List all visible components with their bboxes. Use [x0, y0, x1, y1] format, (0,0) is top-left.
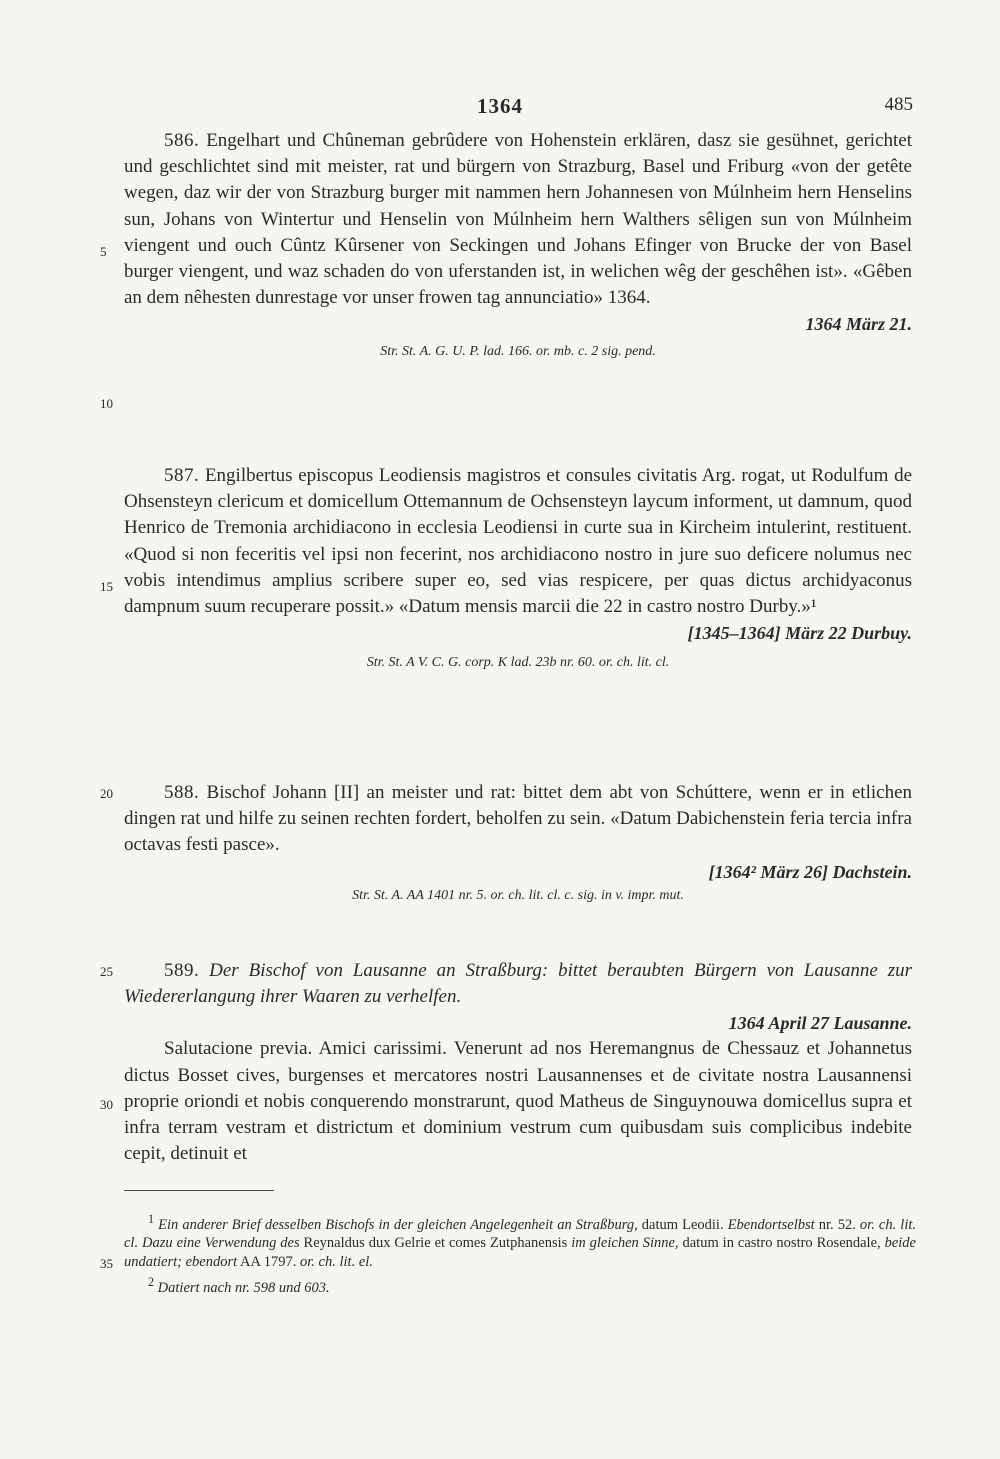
entry-body: Bischof Johann [II] an meister und rat: bittet dem abt von Schúttere, wenn er in etlichen dingen rat und hilfe zu seinen rechten fordert, beholfen zu sein. «Datum Dabichenstein feria tercia infra octavas festi pasce».	[124, 782, 913, 856]
footnote-1	[124, 1210, 916, 1271]
footnote-text: AA 1797.	[237, 1253, 301, 1270]
entry-source: Str. St. A. AA 1401 nr. 5. or. ch. lit. cl. c. sig. in v. impr. mut.	[352, 887, 684, 903]
footnote-2	[124, 1273, 916, 1297]
entry-date: [1364² März 26] Dachstein.	[708, 861, 912, 882]
entry-text	[124, 463, 912, 620]
entry-text	[124, 128, 912, 311]
footnote-text: Datiert nach nr. 598 und 603.	[157, 1280, 330, 1297]
entry-body: Engilbertus episcopus Leodiensis magistros et consules civitatis Arg. rogat, ut Rodulfum de Ohsensteyn clericum et domicellum Ottemannum de Ochsensteyn laycum informent, ut damnum, quod Henrico de Tremonia archidiacono in ecclesia Leodiensi in curte sua in Kircheim intulerint, restituent. «Quod si non feceritis vel ipsi non fecerint, nos archidiacono nostro in jure suo deficere nolumus nec vobis intendimus amplius scribere super eo, sed vias respicere, per quas dictus archidyaconus dampnum suum recuperare possit.» «Datum mensis marcii die 22 in castro nostro Durby.»¹	[124, 465, 912, 618]
entry-regest-text: Der Bischof von Lausanne an Straßburg: bittet beraubten Bürgern von Lausanne zur Wiedererlangung ihrer Waaren zu verhelfen.	[124, 960, 912, 1008]
line-number: 25	[100, 964, 113, 979]
footnote-mark: 2	[148, 1275, 155, 1290]
entry-date: [1345–1364] März 22 Durbuy.	[687, 623, 912, 644]
entry-text	[124, 780, 912, 859]
footnote-text: beide undatiert; ebendort	[124, 1235, 916, 1270]
entry-date: 1364 April 27 Lausanne.	[728, 1013, 912, 1034]
entry-body: Salutacione previa. Amici carissimi. Venerunt ad nos Heremangnus de Chessauz et Johannetus dictus Bosset cives, burgenses et mercatores nostri Lausannenses et de civitate nostra Lausannensi proprie oriondi et nobis conquerendo monstrarunt, quod Matheus de Singuynouwa domicellus supra et infra terram vestram et districtum et dominium vestrum cum quibusdam suis complicibus indebite cepit, detinuit et	[124, 1038, 912, 1165]
line-number: 20	[100, 786, 113, 801]
footnotes	[124, 1210, 916, 1298]
entry-source: Str. St. A. G. U. P. lad. 166. or. mb. c. 2 sig. pend.	[380, 344, 656, 360]
entry-regest	[124, 958, 912, 1010]
entry-body: Engelhart und Chûneman gebrûdere von Hohenstein erklären, dasz sie gesühnet, gerichtet und geschlichtet sind mit meister, rat und bürgern von Strazburg, Basel und Friburg «von der getête wegen, daz wir der von Strazburg burger mit nammen hern Johannesen von Múlnheim hern Henselins sun, Johans von Wintertur und Henselin von Múlnheim hern Walthers sêligen sun von Múlnheim viengent und ouch Cûntz Kûrsener von Seckingen und Johans Efinger von Brucke der von Basel burger viengent, und waz schaden do von uferstanden ist, in welichen wêg der geschêhen ist». «Gêben an dem nêhesten dunrestage vor unser frowen tag annunciatio» 1364.	[124, 130, 912, 309]
footnote-mark: 1	[148, 1212, 155, 1226]
footnote-text: Ein anderer Brief desselben Bischofs in der gleichen Angelegenheit an Straßburg,	[158, 1216, 638, 1233]
line-number: 5	[100, 244, 107, 259]
footnote-text: Ebendortselbst	[727, 1216, 815, 1233]
footnote-text: Reynaldus dux Gelrie et comes Zutphanensis	[299, 1235, 572, 1252]
entry-number: 589.	[164, 960, 200, 981]
entry-source: Str. St. A V. C. G. corp. K lad. 23b nr. 60. or. ch. lit. cl.	[366, 655, 670, 671]
entry-589	[124, 958, 912, 1167]
entry-number: 588.	[164, 782, 200, 803]
entry-date: 1364 März 21.	[805, 314, 912, 335]
entry-number: 587.	[164, 465, 200, 486]
footnote-text: or. ch. lit. cl. Dazu eine Verwendung des	[124, 1216, 917, 1252]
footnote-text: datum Leodii.	[637, 1216, 728, 1233]
footnote-text: datum in castro nostro Rosendale,	[678, 1235, 885, 1252]
line-number: 15	[100, 579, 113, 594]
footnote-text: nr. 52.	[814, 1216, 860, 1233]
line-number: 10	[100, 396, 113, 411]
entry-588	[124, 780, 912, 907]
entry-586	[124, 128, 912, 363]
entry-587	[124, 463, 912, 674]
footnote-text: im gleichen Sinne,	[571, 1235, 679, 1252]
entry-number: 586.	[164, 130, 200, 151]
footnote-text: or. ch. lit. el.	[300, 1253, 373, 1270]
line-number: 30	[100, 1097, 113, 1112]
line-number: 35	[100, 1256, 113, 1271]
page-number: 485	[884, 94, 913, 115]
footnote-rule	[124, 1190, 274, 1191]
running-head-year: 1364	[477, 94, 523, 118]
